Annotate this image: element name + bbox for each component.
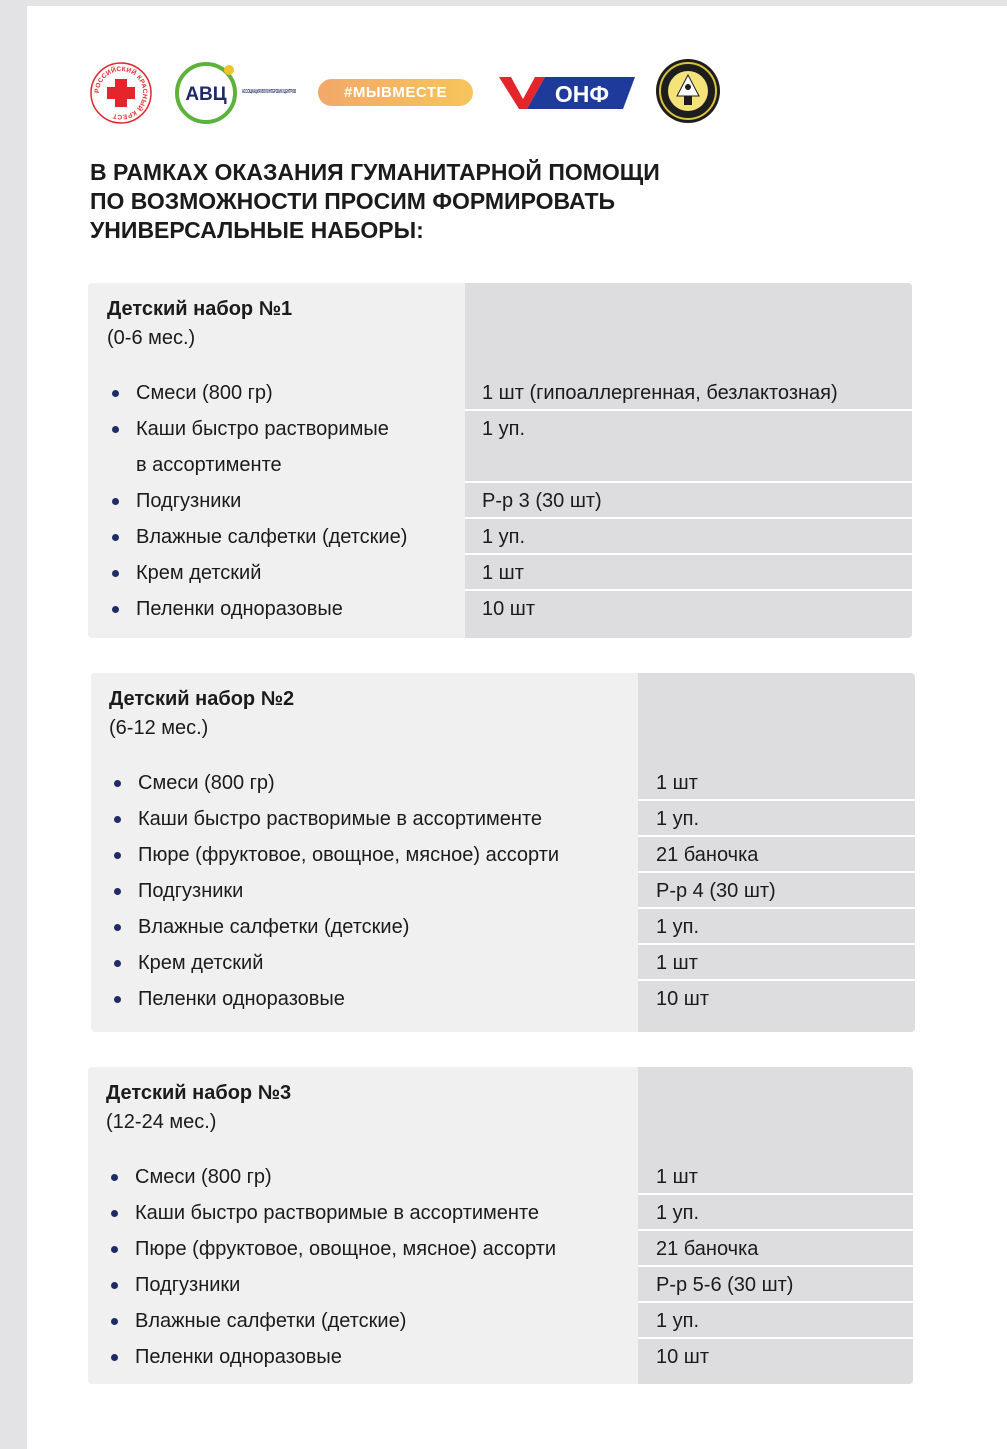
kit-age: (12-24 мес.) <box>106 1111 217 1133</box>
headline-line-1: В РАМКАХ ОКАЗАНИЯ ГУМАНИТАРНОЙ ПОМОЩИ <box>90 159 660 185</box>
table-row <box>88 1339 913 1375</box>
kit-card <box>91 673 915 1032</box>
item-name: Влажные салфетки (детские) <box>136 519 407 555</box>
item-quantity: 1 уп. <box>656 808 700 830</box>
red-cross-logo <box>89 61 153 125</box>
table-row <box>88 555 912 591</box>
table-row <box>91 873 915 909</box>
table-row <box>91 981 915 1017</box>
table-row <box>91 909 915 945</box>
kit-title: Детский набор №3 <box>106 1082 292 1104</box>
item-name: Смеси (800 гр) <box>138 765 275 801</box>
item-name: Влажные салфетки (детские) <box>135 1303 406 1339</box>
item-name: Пеленки одноразовые <box>136 591 343 627</box>
table-row <box>88 1231 913 1267</box>
item-quantity: 10 шт <box>656 988 710 1010</box>
kit-age: (0-6 мес.) <box>107 327 196 349</box>
item-quantity: Р-р 4 (30 шт) <box>656 880 776 902</box>
item-name: Смеси (800 гр) <box>136 375 273 411</box>
table-row <box>88 1159 913 1195</box>
item-name: Каши быстро растворимые в ассортименте <box>138 801 542 837</box>
item-name: Пеленки одноразовые <box>138 981 345 1017</box>
onf-logo <box>497 75 637 111</box>
table-row <box>91 801 915 837</box>
table-row <box>88 375 912 411</box>
kit-card <box>88 283 912 638</box>
kit-title: Детский набор №1 <box>107 298 293 320</box>
item-quantity: 1 уп. <box>656 1202 700 1224</box>
item-quantity: 1 уп. <box>656 1310 700 1332</box>
table-row <box>88 519 912 555</box>
table-row <box>88 1195 913 1231</box>
item-quantity: 21 баночка <box>656 844 759 866</box>
myvmeste-logo: #МЫВМЕСТЕ <box>318 79 473 106</box>
item-quantity: Р-р 5-6 (30 шт) <box>656 1274 794 1296</box>
item-name: Подгузники <box>136 483 241 519</box>
item-quantity: 1 шт <box>656 952 698 974</box>
headline-line-3: УНИВЕРСАЛЬНЫЕ НАБОРЫ: <box>90 217 424 243</box>
kit-title: Детский набор №2 <box>109 688 295 710</box>
headline-line-2: ПО ВОЗМОЖНОСТИ ПРОСИМ ФОРМИРОВАТЬ <box>90 188 616 214</box>
item-name: Влажные салфетки (детские) <box>138 909 409 945</box>
avc-subtitle: АССОЦИАЦИЯ ВОЛОНТЕРСКИХ ЦЕНТРОВ <box>242 89 297 95</box>
avc-label: АВЦ <box>185 84 227 105</box>
item-name: Каши быстро растворимые в ассортименте <box>135 1195 539 1231</box>
item-name: Каши быстро растворимые в ассортименте <box>136 411 389 483</box>
kit-age: (6-12 мес.) <box>109 717 209 739</box>
item-quantity: 1 шт <box>656 772 698 794</box>
item-name: Пюре (фруктовое, овощное, мясное) ассорти <box>135 1231 556 1267</box>
item-quantity: 1 шт <box>656 1166 698 1188</box>
item-quantity: 21 баночка <box>656 1238 759 1260</box>
item-name: Крем детский <box>136 555 261 591</box>
item-quantity: 1 шт (гипоаллергенная, безлактозная) <box>482 382 838 404</box>
table-row <box>91 837 915 873</box>
item-name: Смеси (800 гр) <box>135 1159 272 1195</box>
item-quantity: Р-р 3 (30 шт) <box>482 490 602 512</box>
item-quantity: 1 уп. <box>656 916 700 938</box>
item-name: Подгузники <box>135 1267 240 1303</box>
avc-logo <box>175 61 299 125</box>
item-quantity: 1 уп. <box>482 526 526 548</box>
kit-card <box>88 1067 913 1384</box>
table-row <box>88 1267 913 1303</box>
onf-label: ОНФ <box>554 81 610 107</box>
red-cross-ring-text: РОССИЙСКИЙ КРАСНЫЙ КРЕСТ <box>93 65 149 121</box>
item-quantity: 10 шт <box>656 1346 710 1368</box>
partner-logos <box>89 58 729 134</box>
page-headline <box>90 158 790 245</box>
item-name: Пюре (фруктовое, овощное, мясное) ассорти <box>138 837 559 873</box>
document-page <box>27 6 1007 1449</box>
item-quantity: 1 уп. <box>482 418 526 440</box>
table-row <box>88 1303 913 1339</box>
emblem-seal-logo <box>655 58 721 124</box>
table-row <box>88 483 912 519</box>
item-name: Пеленки одноразовые <box>135 1339 342 1375</box>
item-name: Подгузники <box>138 873 243 909</box>
table-row <box>88 591 912 627</box>
table-row <box>91 765 915 801</box>
item-quantity: 10 шт <box>482 598 536 620</box>
table-row <box>91 945 915 981</box>
table-row <box>88 411 912 483</box>
item-quantity: 1 шт <box>482 562 524 584</box>
item-name: Крем детский <box>138 945 263 981</box>
